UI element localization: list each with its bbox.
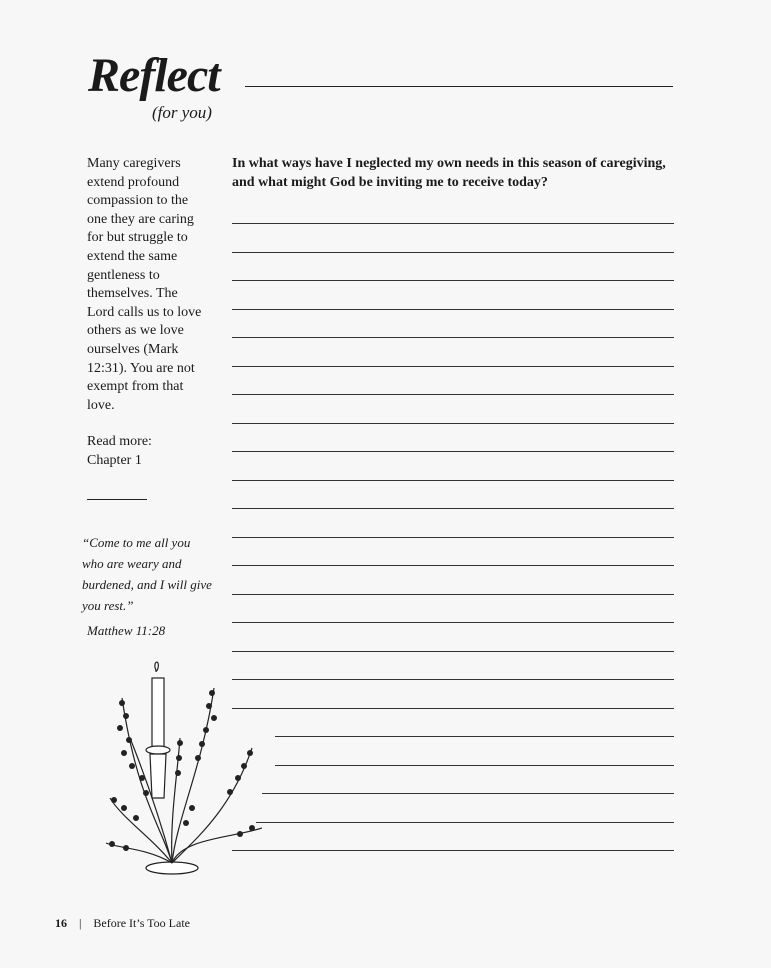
reflection-prompt: In what ways have I neglected my own needs in this season of caregiving, and what might God be inviting me to receive today?: [232, 156, 666, 190]
writing-line: [232, 594, 674, 595]
read-more: [87, 432, 207, 470]
writing-line: [275, 765, 674, 766]
writing-line: [232, 394, 674, 395]
book-title: Before It’s Too Late: [93, 916, 190, 930]
header-rule: [245, 86, 673, 87]
writing-line: [232, 280, 674, 281]
writing-line: [256, 822, 674, 823]
sidebar-divider: [87, 499, 147, 500]
scripture-quote: “Come to me all you who are weary and burdened, and I will give you rest.”: [82, 535, 212, 613]
page-title: Reflect: [88, 49, 220, 102]
writing-line: [232, 508, 674, 509]
page-subtitle: (for you): [152, 103, 212, 122]
writing-line: [232, 622, 674, 623]
writing-line: [262, 793, 674, 794]
writing-line: [232, 850, 674, 851]
writing-line: [232, 423, 674, 424]
writing-line: [232, 366, 674, 367]
writing-line: [232, 679, 674, 680]
writing-line: [232, 480, 674, 481]
writing-line: [232, 309, 674, 310]
writing-line: [232, 451, 674, 452]
writing-line: [275, 736, 674, 737]
writing-line: [232, 223, 674, 224]
writing-line: [232, 252, 674, 253]
read-more-target: Chapter 1: [87, 453, 142, 468]
footer-separator: |: [79, 916, 82, 930]
writing-line: [232, 708, 674, 709]
writing-line: [232, 651, 674, 652]
scripture-reference: Matthew 11:28: [87, 623, 166, 638]
writing-line: [232, 565, 674, 566]
read-more-label: Read more:: [87, 434, 152, 449]
sidebar-body-text: Many caregivers extend profound compassion to the one they are caring for but struggle to extend the same gentleness to themselves. The Lord calls us to love others as we love ourselves (Mark 12:31). You are not exempt from that love.: [87, 156, 202, 413]
page-footer: [55, 916, 190, 931]
candle-with-heather-icon: [102, 658, 262, 878]
page-number: 16: [55, 916, 67, 930]
writing-line: [232, 337, 674, 338]
writing-line: [232, 537, 674, 538]
